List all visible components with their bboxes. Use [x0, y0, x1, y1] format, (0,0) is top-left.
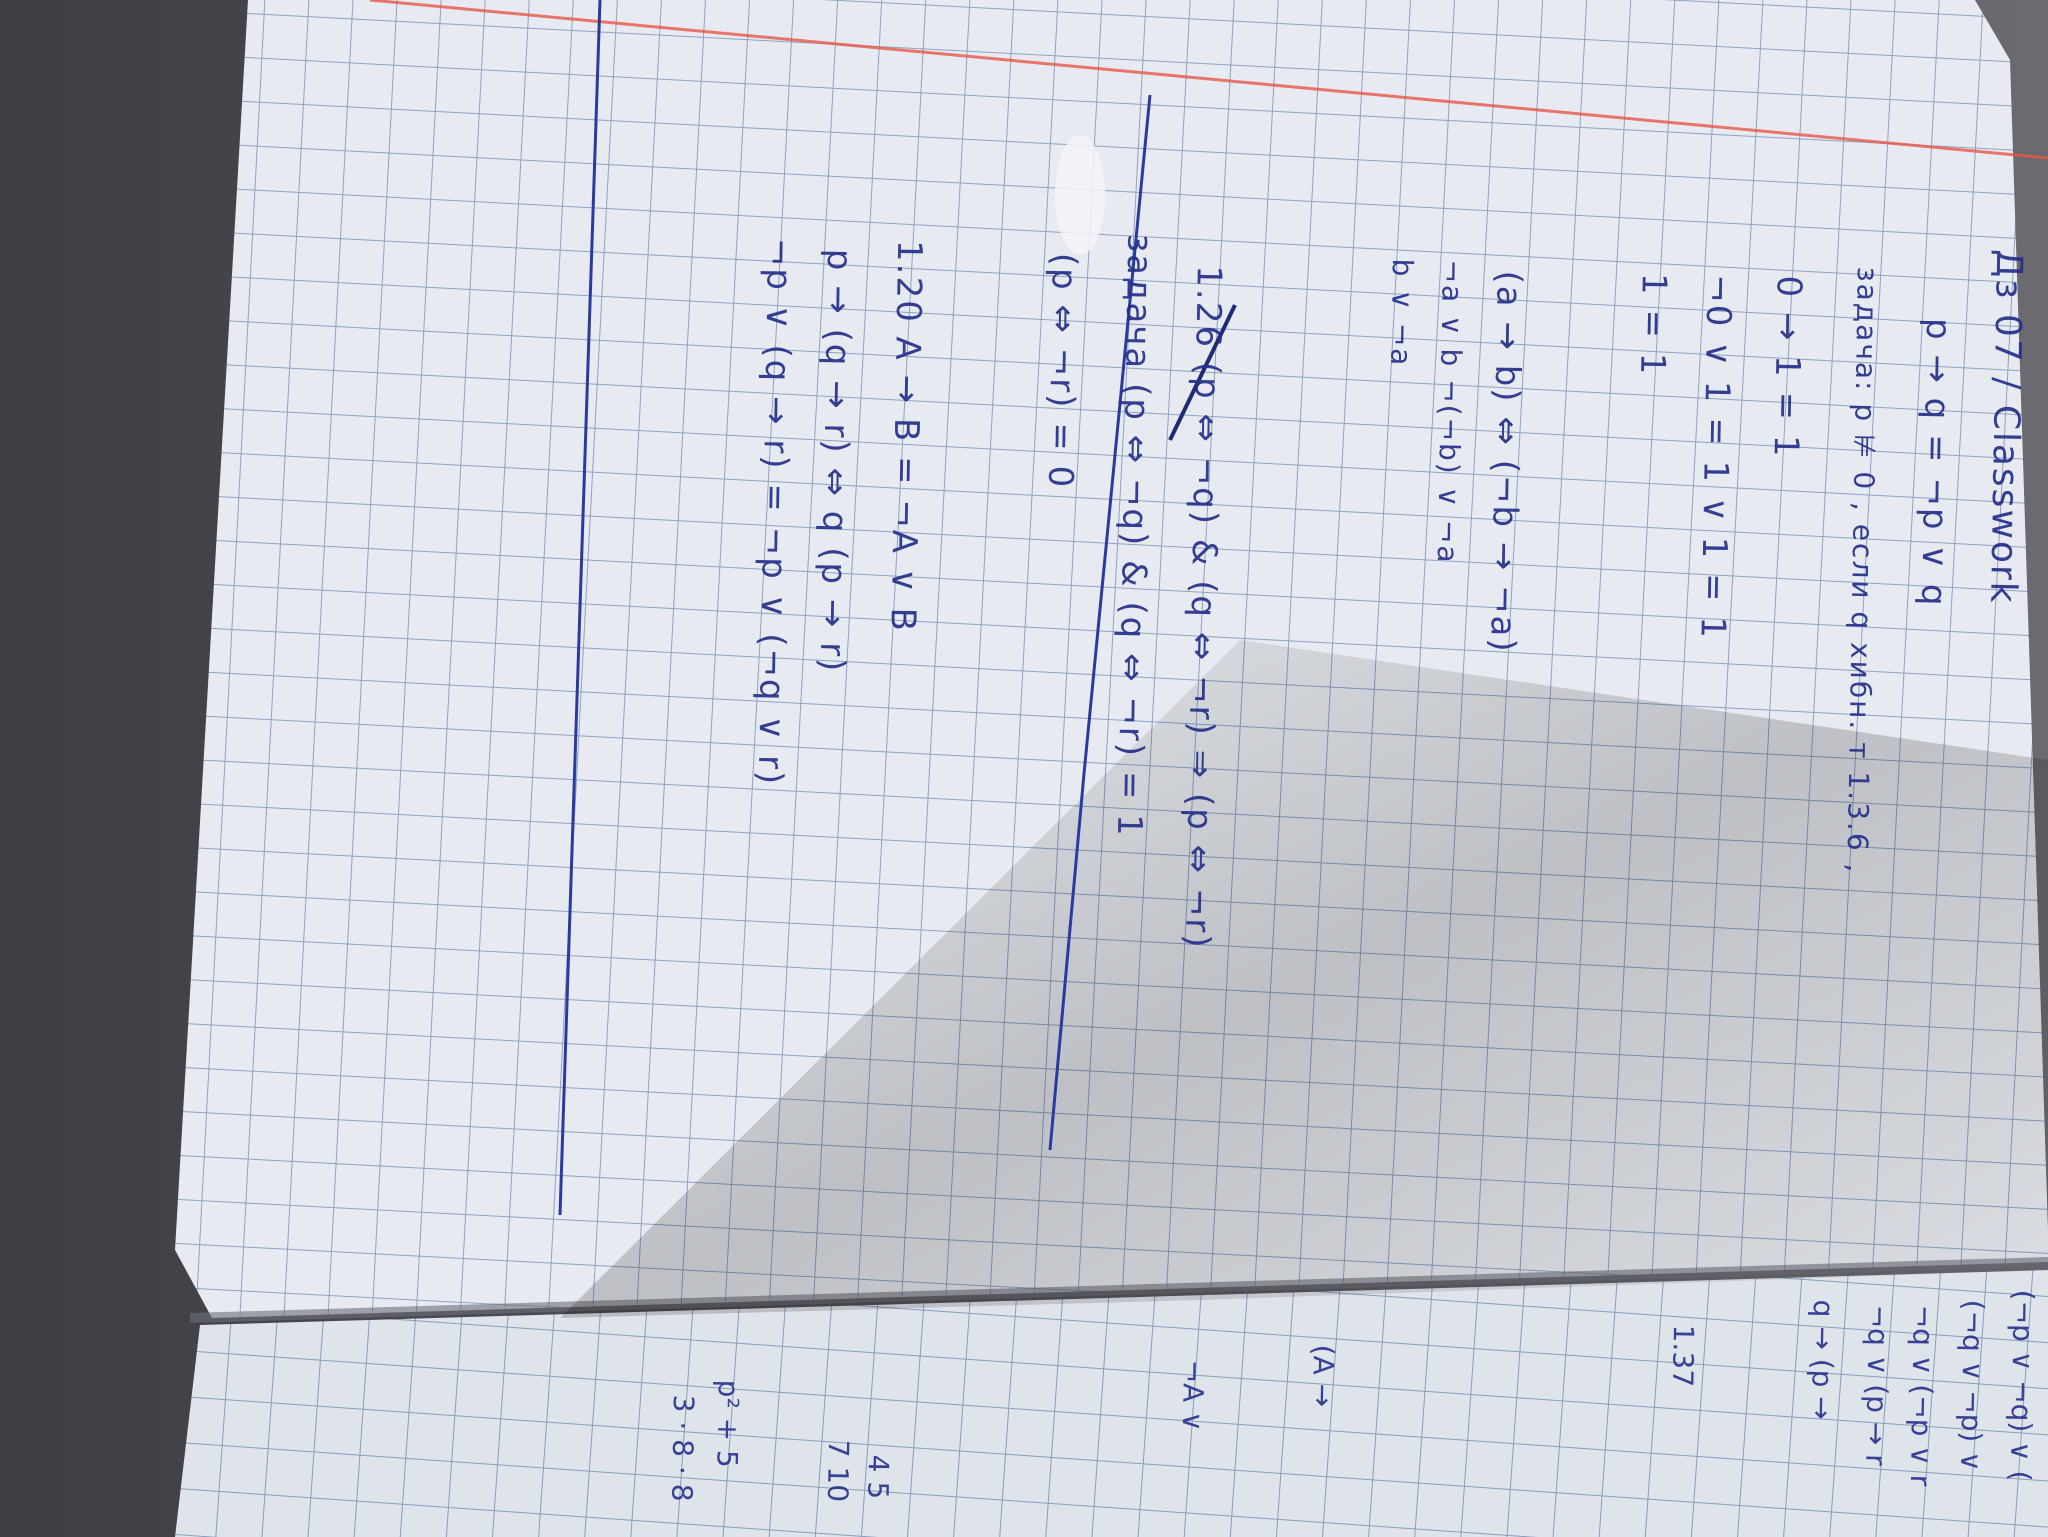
rp-line-12: 3 · 8 · 8 [665, 1394, 700, 1502]
rp-line-1: (¬p ∨ ¬q) ∨ ( [2003, 1289, 2040, 1482]
rp-line-8: ¬A ∨ [1175, 1359, 1210, 1433]
line-5: 1 = 1 [1632, 272, 1674, 377]
rp-line-3: ¬q ∨ (¬p ∨ r [1903, 1304, 1940, 1487]
line-1: p → q = ¬p ∨ q [1913, 317, 1959, 608]
line-3: 0 → 1 = 1 [1765, 275, 1809, 459]
rp-line-10: 7 10 [820, 1439, 855, 1503]
line-11: (p ⇔ ¬r) = 0 [1039, 252, 1085, 490]
rp-line-6: 1.37 [1665, 1324, 1700, 1388]
line-2: задача: p ⊭ 0 , если q хибн. т 1.3.6 , [1840, 266, 1884, 875]
line-10: задача (p ⇔ ¬q) & (q ⇔ ¬r) = 1 [1108, 233, 1160, 839]
rp-line-11: p² + 5 [710, 1379, 745, 1469]
line-13: p → (q → r) ⇔ q (p → r) [811, 248, 860, 674]
line-8: b ∨ ¬a [1384, 258, 1420, 368]
line-6: (a → b) ⇔ (¬b → ¬a) [1482, 270, 1529, 655]
rp-line-5: q → (p → [1804, 1299, 1840, 1421]
line-9: 1.26 (p ⇔ ¬q) & (q ⇔ ¬r) ⇒ (p ⇔ ¬r) [1176, 264, 1229, 950]
line-7: ¬a ∨ b ¬(¬b) ∨ ¬a [1430, 259, 1470, 565]
page-header: Дз 07 / Classwork [1982, 248, 2030, 605]
rp-line-7: (A → [1305, 1344, 1340, 1408]
line-12: 1.20 A → B = ¬A ∨ B [882, 239, 930, 634]
line-14: ¬p ∨ (q → r) = ¬p ∨ (¬q ∨ r) [749, 237, 800, 787]
rp-line-9: 4 5 [861, 1454, 895, 1500]
rp-line-2: (¬q ∨ ¬p) ∨ [1954, 1299, 1990, 1472]
rp-line-4: ¬q ∨ (p → r [1859, 1304, 1895, 1466]
line-4: ¬0 ∨ 1 = 1 ∨ 1 = 1 [1692, 273, 1739, 641]
